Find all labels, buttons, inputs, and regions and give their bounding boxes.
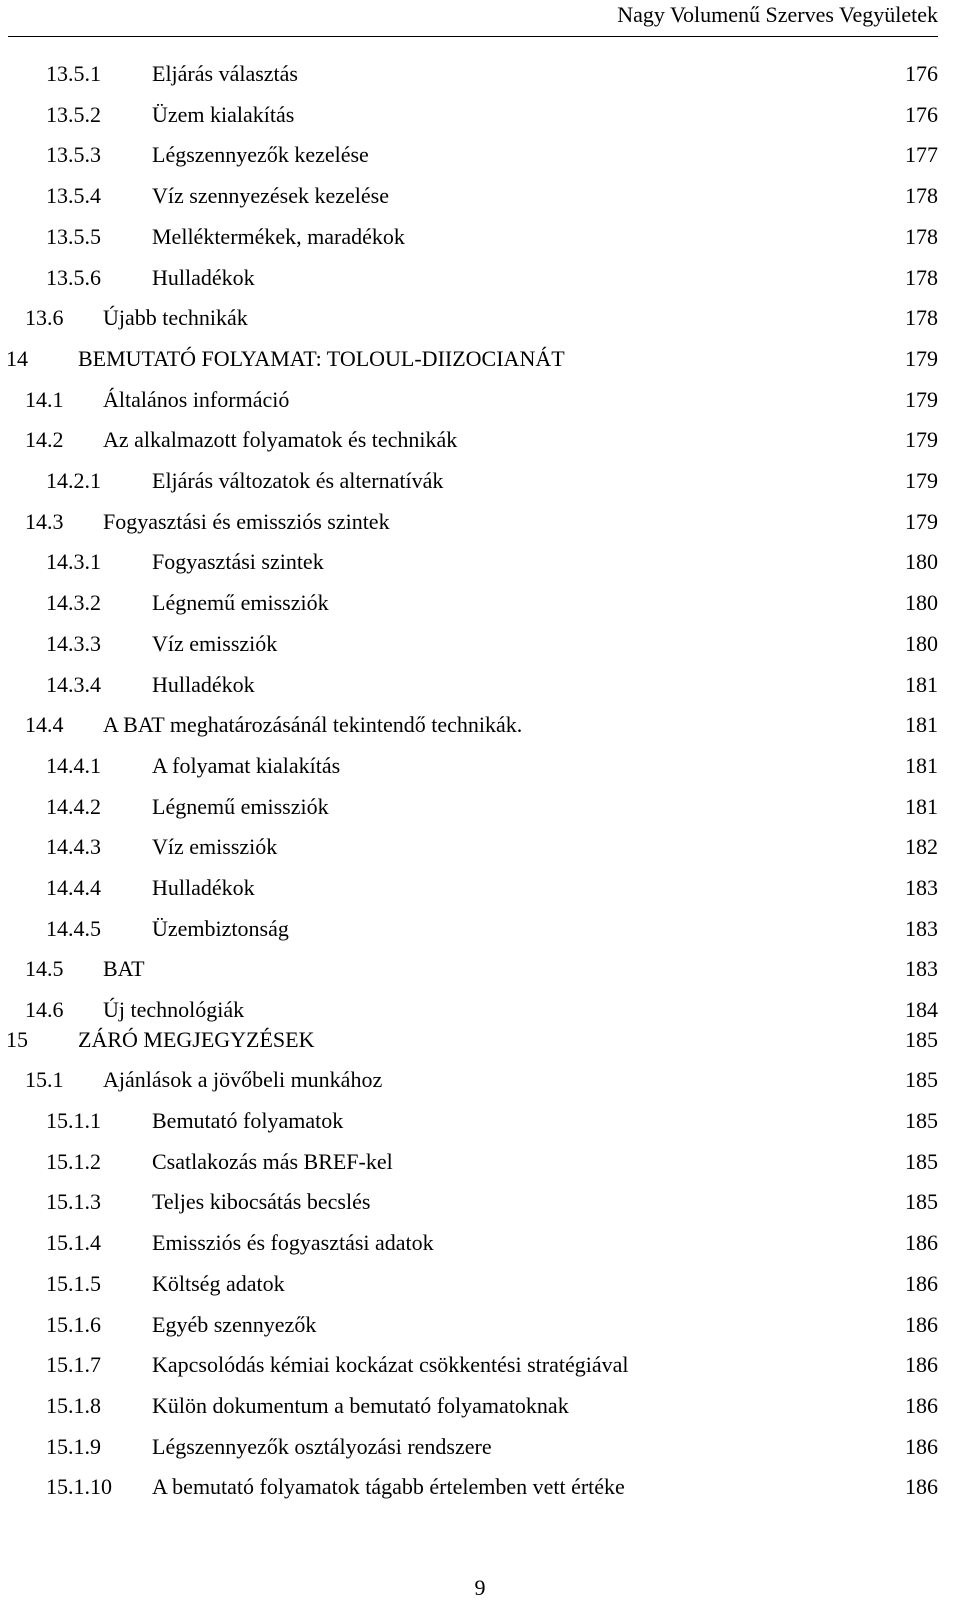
toc-entry-page: 186 [905, 1393, 938, 1418]
page-number: 9 [474, 1575, 486, 1600]
toc-entry-page: 180 [905, 590, 938, 615]
toc-entry-title: Új technológiák [103, 997, 245, 1022]
toc-entry-title: A bemutató folyamatok tágabb értelemben vett értéke [152, 1474, 625, 1499]
toc-entry-number: 14.4.5 [46, 916, 101, 941]
toc-entry-number: 15.1.3 [46, 1189, 101, 1214]
toc-entry-page: 185 [905, 1027, 938, 1052]
toc-entry-page: 186 [905, 1474, 938, 1499]
toc-entry-title: Víz szennyezések kezelése [152, 183, 389, 208]
toc-entry-title: Egyéb szennyezők [152, 1312, 317, 1337]
toc-entry[interactable] [0, 140, 938, 170]
toc-entry-number: 13.5.3 [46, 142, 101, 167]
toc-entry-number: 14.4.3 [46, 834, 101, 859]
toc-entry[interactable] [0, 425, 938, 455]
toc-entry-page: 185 [905, 1108, 938, 1133]
toc-entry-number: 15.1.1 [46, 1108, 101, 1133]
toc-entry-number: 14.4 [25, 712, 64, 737]
toc-entry-number: 14.3.2 [46, 590, 101, 615]
page-header: Nagy Volumenű Szerves Vegyületek [617, 2, 938, 27]
toc-entry[interactable] [0, 1147, 938, 1177]
toc-entry-number: 13.5.4 [46, 183, 101, 208]
toc-entry-title: Légnemű emissziók [152, 794, 329, 819]
toc-entry[interactable] [0, 466, 938, 496]
toc-entry[interactable] [0, 588, 938, 618]
toc-entry-number: 14.5 [25, 956, 64, 981]
toc-entry[interactable] [0, 385, 938, 415]
toc-entry-title: BAT [103, 956, 145, 981]
toc-entry-number: 13.5.1 [46, 61, 101, 86]
toc-entry[interactable] [0, 751, 938, 781]
toc-entry[interactable] [0, 995, 938, 1025]
toc-entry-page: 179 [905, 427, 938, 452]
toc-entry-page: 179 [905, 468, 938, 493]
toc-entry-number: 14.3 [25, 509, 64, 534]
toc-entry-title: Légnemű emissziók [152, 590, 329, 615]
toc-entry-page: 181 [905, 794, 938, 819]
toc-entry-title: Légszennyezők osztályozási rendszere [152, 1434, 492, 1459]
toc-entry[interactable] [0, 222, 938, 252]
toc-entry-title: Kapcsolódás kémiai kockázat csökkentési stratégiával [152, 1352, 629, 1377]
toc-entry-number: 14.4.4 [46, 875, 101, 900]
toc-entry[interactable] [0, 1269, 938, 1299]
toc-entry-page: 186 [905, 1352, 938, 1377]
toc-entry-page: 186 [905, 1312, 938, 1337]
toc-entry-title: Általános információ [103, 387, 290, 412]
toc-entry[interactable] [0, 1432, 938, 1462]
toc-entry-page: 186 [905, 1230, 938, 1255]
toc-entry[interactable] [0, 629, 938, 659]
toc-entry[interactable] [0, 1106, 938, 1136]
toc-entry-title: Költség adatok [152, 1271, 285, 1296]
toc-entry-title: Üzem kialakítás [152, 102, 295, 127]
toc-entry-title: Hulladékok [152, 265, 255, 290]
toc-entry-page: 185 [905, 1149, 938, 1174]
toc-entry-page: 186 [905, 1434, 938, 1459]
toc-entry-title: BEMUTATÓ FOLYAMAT: TOLOUL-DIIZOCIANÁT [78, 346, 565, 371]
toc-entry[interactable] [0, 547, 938, 577]
toc-entry-page: 178 [905, 183, 938, 208]
toc-entry-title: A folyamat kialakítás [152, 753, 341, 778]
toc-entry[interactable] [0, 1391, 938, 1421]
toc-entry[interactable] [0, 59, 938, 89]
toc-entry-number: 14.3.4 [46, 672, 101, 697]
toc-entry[interactable] [0, 1228, 938, 1258]
toc-entry[interactable] [0, 1187, 938, 1217]
toc-entry-title: Hulladékok [152, 672, 255, 697]
toc-entry-page: 177 [905, 142, 938, 167]
toc-entry-number: 14.3.1 [46, 549, 101, 574]
toc-entry-title: Eljárás változatok és alternatívák [152, 468, 444, 493]
toc-entry-title: Víz emissziók [152, 834, 278, 859]
toc-entry-page: 178 [905, 224, 938, 249]
toc-entry-number: 15.1.4 [46, 1230, 101, 1255]
toc-entry-number: 13.5.2 [46, 102, 101, 127]
toc-entry-title: Víz emissziók [152, 631, 278, 656]
toc-entry[interactable] [0, 832, 938, 862]
toc-entry[interactable] [0, 263, 938, 293]
toc-entry[interactable] [0, 1065, 938, 1095]
toc-entry-page: 180 [905, 631, 938, 656]
toc-entry[interactable] [0, 1310, 938, 1340]
toc-entry-title: Fogyasztási és emissziós szintek [103, 509, 390, 534]
toc-entry-page: 181 [905, 672, 938, 697]
toc-entry-title: Légszennyezők kezelése [152, 142, 369, 167]
toc-entry-number: 15.1 [25, 1067, 64, 1092]
toc-entry-page: 178 [905, 265, 938, 290]
toc-entry-number: 15.1.9 [46, 1434, 101, 1459]
toc-entry[interactable] [0, 344, 938, 374]
toc-entry-title: Hulladékok [152, 875, 255, 900]
toc-entry-number: 13.5.5 [46, 224, 101, 249]
toc-entry-number: 15.1.6 [46, 1312, 101, 1337]
toc-entry-page: 181 [905, 753, 938, 778]
toc-entry-page: 179 [905, 509, 938, 534]
header-rule [8, 36, 938, 37]
toc-entry-page: 185 [905, 1067, 938, 1092]
toc-entry-title: Az alkalmazott folyamatok és technikák [103, 427, 458, 452]
toc-entry-page: 176 [905, 102, 938, 127]
toc-entry[interactable] [0, 100, 938, 130]
toc-entry-title: Üzembiztonság [152, 916, 289, 941]
toc-entry[interactable] [0, 954, 938, 984]
toc-entry-page: 176 [905, 61, 938, 86]
toc-entry-number: 14.4.1 [46, 753, 101, 778]
toc-entry-page: 183 [905, 916, 938, 941]
toc-entry-number: 15.1.2 [46, 1149, 101, 1174]
toc-entry-page: 178 [905, 305, 938, 330]
toc-entry-page: 185 [905, 1189, 938, 1214]
toc-entry-title: Melléktermékek, maradékok [152, 224, 405, 249]
toc-entry-number: 15.1.8 [46, 1393, 101, 1418]
toc-entry[interactable] [0, 1350, 938, 1380]
toc-entry[interactable] [0, 1025, 938, 1055]
toc-entry-title: Külön dokumentum a bemutató folyamatoknak [152, 1393, 569, 1418]
toc-entry[interactable] [0, 507, 938, 537]
toc-entry-page: 180 [905, 549, 938, 574]
toc-entry[interactable] [0, 914, 938, 944]
toc-entry-number: 15.1.10 [46, 1474, 112, 1499]
toc-entry-title: ZÁRÓ MEGJEGYZÉSEK [78, 1027, 315, 1052]
toc-entry-title: Ajánlások a jövőbeli munkához [103, 1067, 383, 1092]
toc-entry-title: Újabb technikák [103, 305, 248, 330]
toc-entry-number: 14 [6, 346, 28, 371]
toc-entry[interactable] [0, 1472, 938, 1502]
toc-entry[interactable] [0, 873, 938, 903]
toc-entry-title: Csatlakozás más BREF-kel [152, 1149, 393, 1174]
toc-entry[interactable] [0, 792, 938, 822]
toc-entry-title: Fogyasztási szintek [152, 549, 324, 574]
toc-entry-page: 179 [905, 346, 938, 371]
toc-entry-number: 14.6 [25, 997, 64, 1022]
toc-entry-number: 14.1 [25, 387, 64, 412]
toc-entry-page: 181 [905, 712, 938, 737]
toc-entry-title: Teljes kibocsátás becslés [152, 1189, 371, 1214]
toc-entry-number: 13.5.6 [46, 265, 101, 290]
toc-entry-page: 186 [905, 1271, 938, 1296]
toc-entry-number: 14.3.3 [46, 631, 101, 656]
toc-entry-page: 179 [905, 387, 938, 412]
toc-entry-title: Bemutató folyamatok [152, 1108, 344, 1133]
toc-entry-title: Eljárás választás [152, 61, 298, 86]
toc-entry-number: 14.2 [25, 427, 64, 452]
toc-entry-number: 15.1.7 [46, 1352, 101, 1377]
toc-entry-number: 14.4.2 [46, 794, 101, 819]
toc-entry-page: 182 [905, 834, 938, 859]
toc-entry[interactable] [0, 710, 938, 740]
toc-entry-page: 183 [905, 875, 938, 900]
toc-entry-number: 15 [6, 1027, 28, 1052]
toc-entry-title: A BAT meghatározásánál tekintendő technikák. [103, 712, 523, 737]
toc-entry-page: 184 [905, 997, 938, 1022]
toc-entry-page: 183 [905, 956, 938, 981]
toc-entry-number: 13.6 [25, 305, 64, 330]
toc-entry[interactable] [0, 181, 938, 211]
toc-entry[interactable] [0, 303, 938, 333]
toc-entry-title: Emissziós és fogyasztási adatok [152, 1230, 434, 1255]
toc-entry-number: 14.2.1 [46, 468, 101, 493]
toc-entry[interactable] [0, 670, 938, 700]
toc-entry-number: 15.1.5 [46, 1271, 101, 1296]
